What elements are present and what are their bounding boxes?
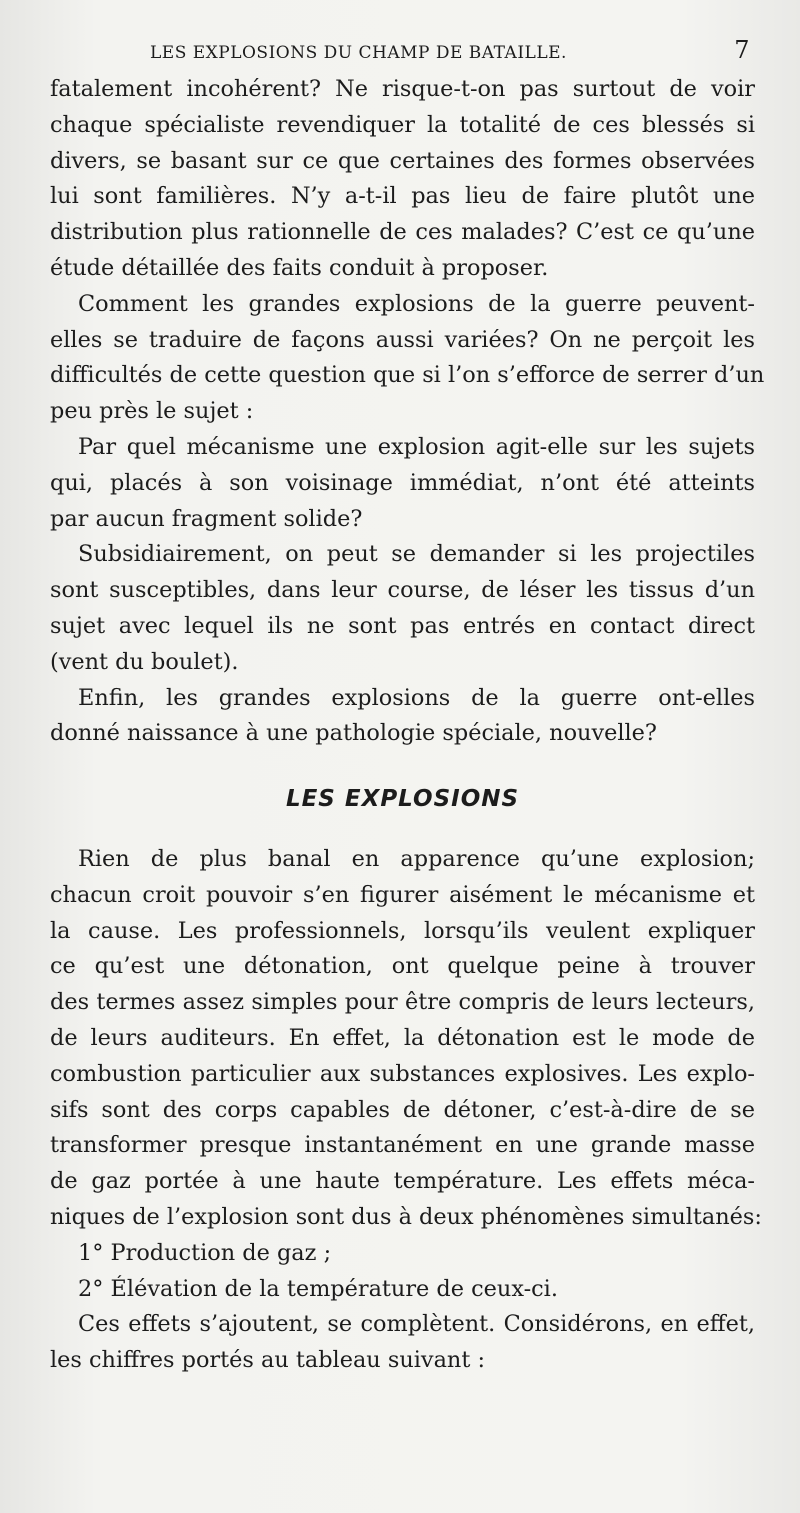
text-line: Ces effets s’ajoutent, se complètent. Considérons, en effet, — [78, 1311, 755, 1338]
paragraph-1 — [50, 72, 755, 287]
list-item: 2° Élévation de la température de ceux-ci. — [78, 1275, 558, 1302]
text-line: chacun croit pouvoir s’en figurer aisément le mécanisme et — [50, 881, 755, 908]
text-line: de leurs auditeurs. En effet, la détonation est le mode de — [50, 1024, 755, 1051]
text-line: distribution plus rationnelle de ces malades? C’est ce qu’une — [50, 219, 755, 246]
text-line: divers, se basant sur ce que certaines des formes observées — [50, 147, 755, 174]
running-head — [150, 36, 750, 64]
section-heading: LES EXPLOSIONS — [285, 786, 520, 813]
text-line: par aucun fragment solide? — [50, 505, 363, 532]
paragraph-4 — [50, 537, 755, 680]
text-line: Enfin, les grandes explosions de la guerre ont-elles — [78, 684, 755, 711]
text-line: sont susceptibles, dans leur course, de léser les tissus d’un — [50, 577, 755, 604]
text-line: chaque spécialiste revendiquer la totalité de ces blessés si — [50, 111, 755, 138]
text-line: Par quel mécanisme une explosion agit-elle sur les sujets — [78, 433, 755, 460]
text-line: Rien de plus banal en apparence qu’une explosion; — [78, 845, 755, 872]
text-line: difficultés de cette question que si l’on s’efforce de serrer d’un — [50, 362, 765, 389]
text-line: la cause. Les professionnels, lorsqu’ils veulent expliquer — [50, 917, 755, 944]
text-line: peu près le sujet : — [50, 398, 254, 425]
text-line: de gaz portée à une haute température. Les effets méca- — [50, 1168, 755, 1195]
text-line: Subsidiairement, on peut se demander si les projectiles — [78, 541, 755, 568]
body-text — [50, 72, 765, 1379]
text-line: (vent du boulet). — [50, 648, 239, 675]
text-line: fatalement incohérent? Ne risque-t-on pas surtout de voir — [50, 76, 755, 102]
text-line: étude détaillée des faits conduit à proposer. — [50, 254, 549, 281]
page-number: 7 — [734, 36, 750, 64]
text-line: transformer presque instantanément en une grande masse — [50, 1132, 755, 1159]
paragraph-3 — [50, 430, 755, 537]
running-title: LES EXPLOSIONS DU CHAMP DE BATAILLE. — [150, 43, 567, 63]
text-line: elles se traduire de façons aussi variées? On ne perçoit les — [50, 326, 755, 353]
text-line: sujet avec lequel ils ne sont pas entrés en contact direct — [50, 612, 755, 639]
text-line: les chiffres portés au tableau suivant : — [50, 1347, 485, 1374]
paragraph-6 — [50, 842, 762, 1236]
paragraph-2 — [50, 287, 765, 430]
enumerated-list — [50, 1236, 755, 1308]
text-line: des termes assez simples pour être compris de leurs lecteurs, — [50, 989, 755, 1016]
text-line: lui sont familières. N’y a-t-il pas lieu de faire plutôt une — [50, 183, 755, 210]
text-line: donné naissance à une pathologie spéciale, nouvelle? — [50, 720, 657, 747]
paragraph-5 — [50, 681, 755, 753]
list-item: 1° Production de gaz ; — [78, 1239, 332, 1266]
text-line: sifs sont des corps capables de détoner, c’est-à-dire de se — [50, 1096, 755, 1123]
text-line: niques de l’explosion sont dus à deux phénomènes simultanés: — [50, 1203, 762, 1230]
paragraph-7 — [50, 1307, 755, 1379]
text-line: Comment les grandes explosions de la guerre peuvent- — [78, 290, 755, 317]
text-line: qui, placés à son voisinage immédiat, n’ont été atteints — [50, 469, 755, 496]
text-line: ce qu’est une détonation, ont quelque peine à trouver — [50, 953, 755, 980]
text-line: combustion particulier aux substances explosives. Les explo- — [50, 1060, 755, 1087]
